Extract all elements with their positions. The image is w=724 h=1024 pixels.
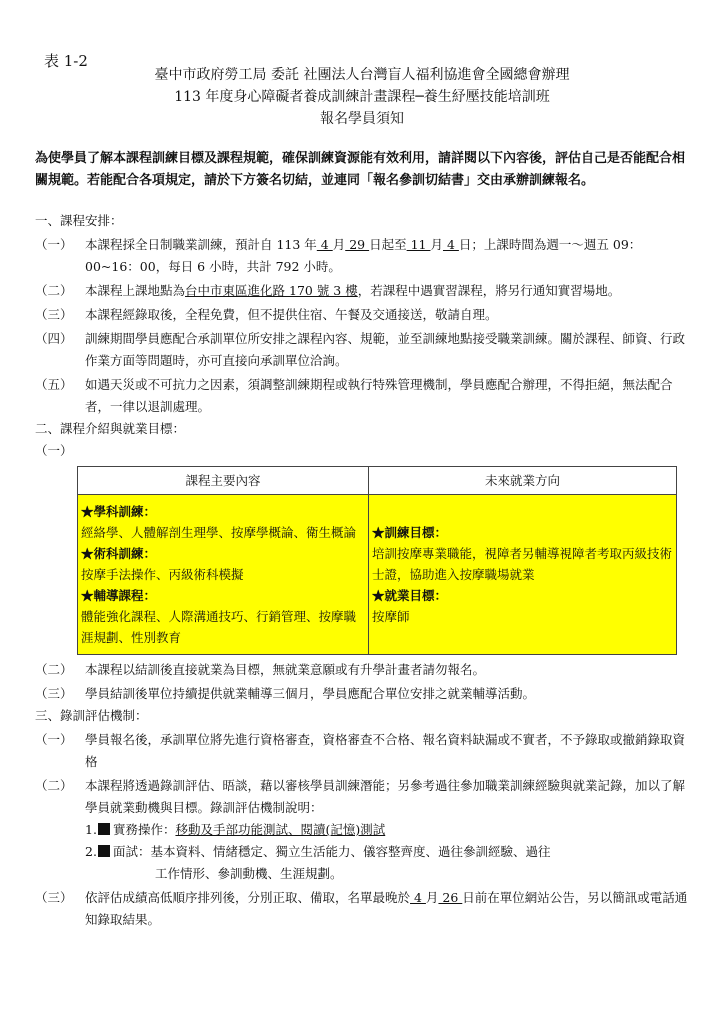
point-number: 1.: [85, 822, 97, 837]
course-table: [77, 466, 677, 655]
table-header-row: [78, 467, 677, 495]
item-text: 如遇天災或不可抗力之因素，須調整訓練期程或執行特殊管理機制，學員應配合辦理，不得拒絕，無法配合者，一律以退訓處理。: [85, 377, 673, 414]
header-organizer-line: 臺中市政府勞工局 委託 社團法人台灣盲人福利協進會全國總會辦理: [154, 67, 570, 83]
section-1-item-3: [35, 304, 691, 326]
evaluation-point-1: [35, 819, 691, 841]
item-text: 學員報名後，承訓單位將先進行資格審查，資格審查不合格、報名資料缺漏或不實者，不予錄取或撤銷錄取資格: [85, 732, 686, 769]
item-text: 日起至: [369, 237, 407, 252]
section-3-item-1: [35, 729, 691, 773]
section-3-title: 三、錄訓評估機制：: [35, 708, 148, 723]
item-text: 依評估成績高低順序排列後，分別正取、備取，名單最晚於: [85, 890, 411, 905]
item-number: （二）: [35, 778, 73, 793]
point-label: 面試：: [112, 844, 151, 859]
header-course-title: 113 年度身心障礙者養成訓練計畫課程─養生紓壓技能培訓班: [174, 89, 550, 105]
item-text: 訓練期間學員應配合承訓單位所安排之課程內容、規範，並至訓練地點接受職業訓練。關於課程、師資、行政作業方面等問題時，亦可直接向承訓單位洽詢。: [85, 331, 686, 368]
table-number-label: 表 1-2: [44, 52, 88, 70]
section-1-item-5: [35, 374, 691, 418]
point-text: 移動及手部功能測試、閱讀(記憶)測試: [175, 822, 386, 837]
intro-paragraph: 為使學員了解本課程訓練目標及課程規範，確保訓練資源能有效利用，請詳閱以下內容後，評估自己是否能配合相關規範。若能配合各項規定，請於下方簽名切結，並連同「報名參訓切結書」交由承辦訓練報名。: [35, 151, 686, 188]
section-1-item-1: [35, 234, 691, 278]
training-goal-text: 培訓按摩專業職能，視障者另輔導視障者考取丙級技術士證，協助進入按摩職場就業: [372, 546, 673, 582]
month-label: 月: [425, 890, 439, 905]
counseling-course-label: ★輔導課程：: [81, 588, 157, 603]
training-goal-label: ★訓練目標：: [372, 525, 448, 540]
end-day: 4: [442, 237, 459, 252]
section-2-item-3: [35, 683, 691, 705]
item-number: （三）: [35, 307, 73, 322]
item-text: 本課程上課地點為: [85, 283, 186, 298]
item-text: 本課程經錄取後，全程免費，但不提供住宿、午餐及交通接送，敬請自理。: [85, 307, 498, 322]
table-row: [78, 495, 677, 655]
announce-month: 4: [410, 890, 426, 905]
counseling-course-text: 體能強化課程、人際溝通技巧、行銷管理、按摩職涯規劃、性別教育: [81, 609, 357, 645]
course-content-cell: [78, 495, 369, 655]
section-2-title: 二、課程介紹與就業目標：: [35, 421, 186, 436]
point-label: 實務操作：: [112, 822, 176, 837]
item-text: 本課程採全日制職業訓練，預計自 113 年: [85, 237, 317, 252]
section-1-title: 一、課程安排：: [35, 213, 123, 228]
evaluation-point-2-continued: 工作情形、參訓動機、生涯規劃。: [155, 866, 343, 881]
start-month: 4: [316, 237, 333, 252]
employment-goal-text: 按摩師: [372, 609, 410, 624]
item-number: （二）: [35, 283, 73, 298]
item-text: 本課程將透過錄訓評估、晤談，藉以審核學員訓練潛能；另參考過往參加職業訓練經驗與就業記錄，加以了解學員就業動機與目標。錄訓評估機制說明：: [85, 778, 686, 815]
item-number: （四）: [35, 331, 73, 346]
item-text: 本課程以結訓後直接就業為目標，無就業意願或有升學計畫者請勿報名。: [85, 662, 486, 677]
practical-training-label: ★術科訓練：: [81, 546, 157, 561]
item-number: （二）: [35, 662, 73, 677]
item-text: 學員結訓後單位持續提供就業輔導三個月，學員應配合單位安排之就業輔導活動。: [85, 686, 536, 701]
item-number: （三）: [35, 686, 73, 701]
employment-direction-cell: [369, 495, 677, 655]
section-2-item-2: [35, 659, 691, 681]
item-text: 日前在單位網站公告，另以簡訊或電話通知錄取結果。: [85, 890, 688, 927]
item-text: ，若課程中遇實習課程，將另行通知實習場地。: [357, 283, 621, 298]
point-text: 基本資料、情緒穩定、獨立生活能力、儀容整齊度、過往參訓經驗、過往: [150, 844, 551, 859]
academic-training-text: 經絡學、人體解剖生理學、按摩學概論、衛生概論: [81, 525, 357, 540]
item-number: （三）: [35, 890, 73, 905]
employment-goal-label: ★就業目標：: [372, 588, 448, 603]
header-course-content: 課程主要內容: [78, 467, 369, 495]
item-number: （一）: [35, 237, 73, 252]
item-number: （一）: [35, 732, 73, 747]
filled-square-icon: [98, 823, 110, 835]
point-number: 2.: [85, 844, 97, 859]
section-3-item-3: [35, 887, 691, 931]
course-table-wrapper: [35, 466, 691, 655]
document-body: [35, 210, 691, 931]
month-label: 月: [332, 237, 346, 252]
item-text: 日；上課時間為週一～週五 09：00~16：00，每日 6 小時，共計 792 小時。: [85, 237, 642, 274]
evaluation-point-2: [35, 841, 691, 863]
announce-day: 26: [438, 890, 463, 905]
practical-training-text: 按摩手法操作、丙級術科模擬: [81, 567, 244, 582]
section-3-item-2: [35, 775, 691, 819]
month-label: 月: [430, 237, 443, 252]
academic-training-label: ★學科訓練：: [81, 504, 157, 519]
filled-square-icon: [98, 845, 110, 857]
end-month: 11: [406, 237, 431, 252]
document-header: [0, 64, 724, 130]
section-1-item-4: [35, 328, 691, 372]
header-employment-direction: 未來就業方向: [369, 467, 677, 495]
item-number: （五）: [35, 377, 73, 392]
section-2-item-1-number: （一）: [35, 443, 73, 458]
start-day: 29: [345, 237, 370, 252]
section-1-item-2: [35, 280, 691, 302]
training-address: 台中市東區進化路 170 號 3 樓: [185, 283, 358, 298]
header-notice-title: 報名學員須知: [320, 111, 404, 127]
